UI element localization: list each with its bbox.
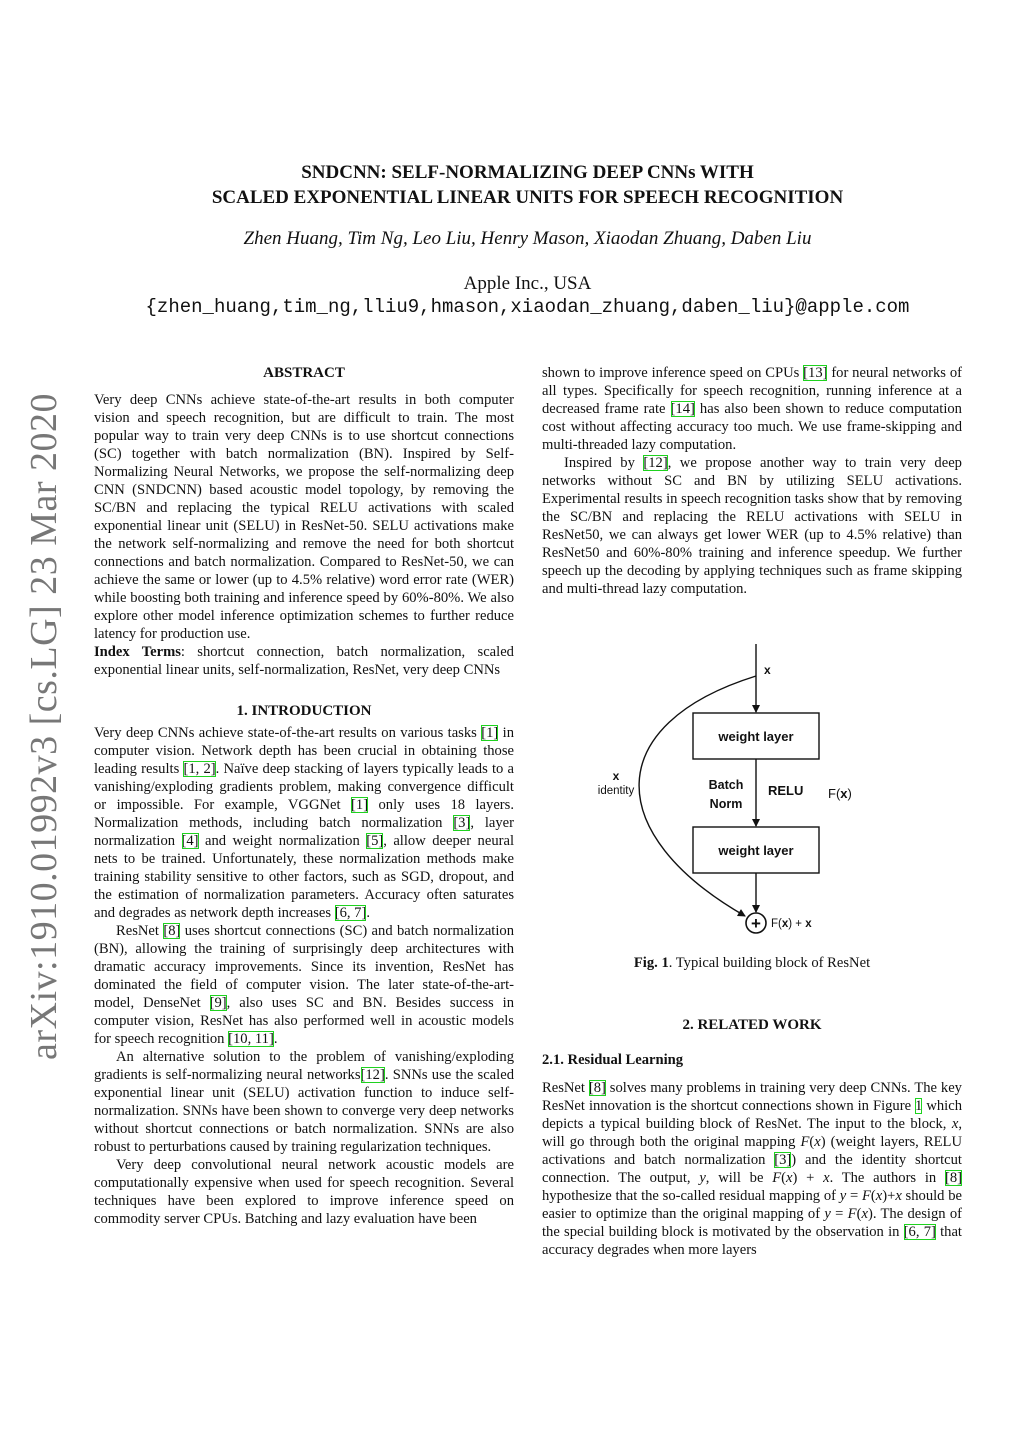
related-paragraph-1: ResNet [8] solves many problems in training very deep CNNs. The key ResNet innovation is the shortcut connections shown in Figure 1 which depicts a typical building block of ResNet. The input to the block, x, will go through both the original mapping F(x) (weight layers, RELU activations and batch normalization [3]) and the identity shortcut connection. The output, y, will be F(x) + x. The authors in [8] hypothesize that the so-called residual mapping of y = F(x)+x should be easier to optimize than the original mapping of y = F(x). The design of the special building block is motivated by the observation in [6, 7] that accuracy degrades when more layers (542, 1080, 963, 1258)
citation-link[interactable]: [1] (481, 725, 499, 741)
identity-x-label: x (612, 769, 620, 783)
citation-link[interactable]: [9] (209, 995, 227, 1011)
input-x-label: x (764, 663, 771, 677)
intro-heading: 1. INTRODUCTION (236, 703, 372, 719)
fx-prefix: F( (828, 786, 841, 801)
citation-link[interactable]: [6, 7] (903, 1224, 936, 1240)
citation-link[interactable]: [8] (588, 1080, 606, 1096)
output-label (771, 918, 812, 930)
residual-learning-subheading: 2.1. Residual Learning (542, 1052, 684, 1068)
citation-link[interactable]: [3] (774, 1152, 792, 1168)
plus-icon: + (751, 914, 761, 933)
relu-label: RELU (768, 783, 804, 798)
author-list: Zhen Huang, Tim Ng, Leo Liu, Henry Mason, Xiaodan Zhuang, Daben Liu (243, 228, 812, 249)
weight-layer-2-label: weight layer (718, 843, 794, 858)
index-terms-list: : shortcut connection, batch normalization, scaled exponential linear units, self-normalization, ResNet, very deep CNNs (94, 644, 514, 678)
right-column (542, 364, 962, 1259)
identity-label: identity (597, 785, 635, 797)
figure-1 (542, 634, 962, 954)
math-var: x (951, 1116, 959, 1132)
math-var: x (875, 1188, 883, 1204)
math-var: F (772, 1170, 782, 1186)
citation-link[interactable]: [5] (366, 833, 384, 849)
intro-paragraph-1: Very deep CNNs achieve state-of-the-art results on various tasks [1] in computer vision. Network depth has been crucial in obtaining those leading results [1, 2]. Naïve deep stacking of layers typically leads to a vanishing/exploding gradients problem, making convergence difficult or impossible. For example, VGGNet [1] only uses 18 layers. Normalization methods, including batch normalization [3], layer normalization [4] and weight normalization [5], allow deeper neural nets to be trained. Unfortunately, these normalization methods make training stability sensitive to other factors, such as SGD, dropout, and the estimation of normalization parameters. Accuracy often saturates and degrades as network depth increases [6, 7]. (94, 725, 515, 921)
citation-link[interactable]: [1] (351, 797, 369, 813)
intro-paragraph-2: ResNet [8] uses shortcut connections (SC) and batch normalization (BN), allowing the training of surprisingly deep architectures with dramatic accuracy improvements. Since its invention, ResNet has dominated the field of computer vision. The later state-of-the-art-model, DenseNet [9], also uses SC and BN. Besides success in computer vision, ResNet has also performed well in acoustic models for speech recognition [10, 11]. (94, 923, 515, 1047)
abstract-body: Very deep CNNs achieve state-of-the-art results in both computer vision and speech recognition, but are difficult to train. The most popular way to train very deep CNNs is to use shortcut connections (SC) together with batch normalization (BN). Inspired by Self-Normalizing Neural Networks, we propose the self-normalizing deep CNN (SNDCNN) based acoustic model topology, by removing the SC/BN and replacing the typical RELU activations with scaled exponential linear unit (SELU) in ResNet-50. SELU activations make the network self-normalizing and remove the need for both shortcut connections and batch normalization. Compared to ResNet-50, we can achieve the same or lower (up to 4.5% relative) word error rate (WER) while boosting both training and inference speed by 60%-80%. We also explore other model inference optimization schemes to further reduce latency for production use. (94, 392, 514, 642)
intro-paragraph-5: shown to improve inference speed on CPUs [13] for neural networks of all types. Specifically for speech recognition, running inference at a decreased frame rate [14] has also been shown to reduce computation cost without affecting accuracy too much. We use frame-skipping and multi-threaded lazy computation. (542, 365, 962, 453)
index-terms-label: Index Terms (94, 644, 181, 660)
citation-link[interactable]: [14] (670, 401, 695, 417)
resnet-block-diagram (542, 634, 962, 954)
math-var: F (800, 1134, 810, 1150)
batch-norm-label-2: Norm (709, 797, 743, 811)
citation-link[interactable]: [1, 2] (183, 761, 216, 777)
citation-link[interactable]: [12] (643, 455, 668, 471)
out-prefix: F( (771, 918, 782, 930)
paper-title (80, 160, 975, 210)
intro-paragraph-4: Very deep convolutional neural network acoustic models are computationally expensive when used for speech recognition. Several techniques have been explored to improve inference speed on commodity server CPUs. Batching and lazy evaluation have been (94, 1157, 514, 1227)
batch-norm-label-1: Batch (708, 778, 744, 792)
out-var: x (781, 918, 789, 930)
left-column (94, 364, 514, 1228)
citation-link[interactable]: [4] (181, 833, 199, 849)
math-var: F (847, 1206, 857, 1222)
citation-link[interactable]: 1 (915, 1098, 923, 1114)
citation-link[interactable]: [13] (803, 365, 828, 381)
math-var: y (699, 1170, 706, 1186)
out-x: x (805, 918, 812, 930)
weight-layer-1-label: weight layer (718, 729, 794, 744)
author-emails: {zhen_huang,tim_ng,lliu9,hmason,xiaodan_zhuang,daben_liu}@apple.com (145, 296, 910, 318)
math-var: x (861, 1206, 868, 1222)
related-work-heading: 2. RELATED WORK (682, 1017, 822, 1033)
index-terms (94, 643, 514, 679)
figure-1-caption (542, 954, 962, 972)
math-var: x (814, 1134, 821, 1150)
intro-paragraph-3: An alternative solution to the problem of vanishing/exploding gradients is self-normalizing neural networks[12]. SNNs use the scaled exponential linear unit (SELU) activation function to induce self-normalization. SNNs have been shown to converge very deep networks without shortcut connections or batch normalization. SNNs are also robust to perturbations caused by training regularization techniques. (94, 1049, 514, 1155)
citation-link[interactable]: [12] (360, 1067, 385, 1083)
math-var: x (785, 1170, 793, 1186)
citation-link[interactable]: [10, 11] (228, 1031, 274, 1047)
identity-shortcut-curve (639, 676, 756, 916)
caption-text: . Typical building block of ResNet (668, 955, 871, 971)
citation-link[interactable]: [8] (944, 1170, 962, 1186)
out-suffix: ) + (788, 918, 806, 930)
math-var: x (895, 1188, 902, 1204)
citation-link[interactable]: [6, 7] (334, 905, 367, 921)
affiliation: Apple Inc., USA (463, 273, 592, 294)
citation-link[interactable]: [8] (163, 923, 181, 939)
fx-suffix: ) (847, 786, 852, 801)
math-var: F (861, 1188, 871, 1204)
title-line-1: SNDCNN: SELF-NORMALIZING DEEP CNNs WITH (301, 162, 754, 183)
abstract-heading: ABSTRACT (263, 365, 345, 381)
arxiv-side-stamp: arXiv:1910.01992v3 [cs.LG] 23 Mar 2020 (23, 392, 65, 1060)
citation-link[interactable]: [3] (453, 815, 471, 831)
math-var: y (824, 1206, 831, 1222)
math-var: y (839, 1188, 847, 1204)
fx-label (828, 786, 852, 801)
fx-var: x (840, 786, 848, 801)
intro-paragraph-6: Inspired by [12], we propose another way to train very deep networks without SC and BN by utilizing SELU activations. Experimental results in speech recognition tasks show that by removing the SC/BN and replacing the RELU activations with SELU in ResNet50, we can always get lower WER (up to 4.5% relative) than ResNet50 and 60%-80% training and inference speedup. We further speech up the decoding by applying techniques such as frame skipping and multi-thread lazy computation. (542, 455, 962, 597)
caption-label: Fig. 1 (633, 955, 669, 971)
title-line-2: SCALED EXPONENTIAL LINEAR UNITS FOR SPEECH RECOGNITION (211, 187, 844, 208)
math-var: x (823, 1170, 830, 1186)
